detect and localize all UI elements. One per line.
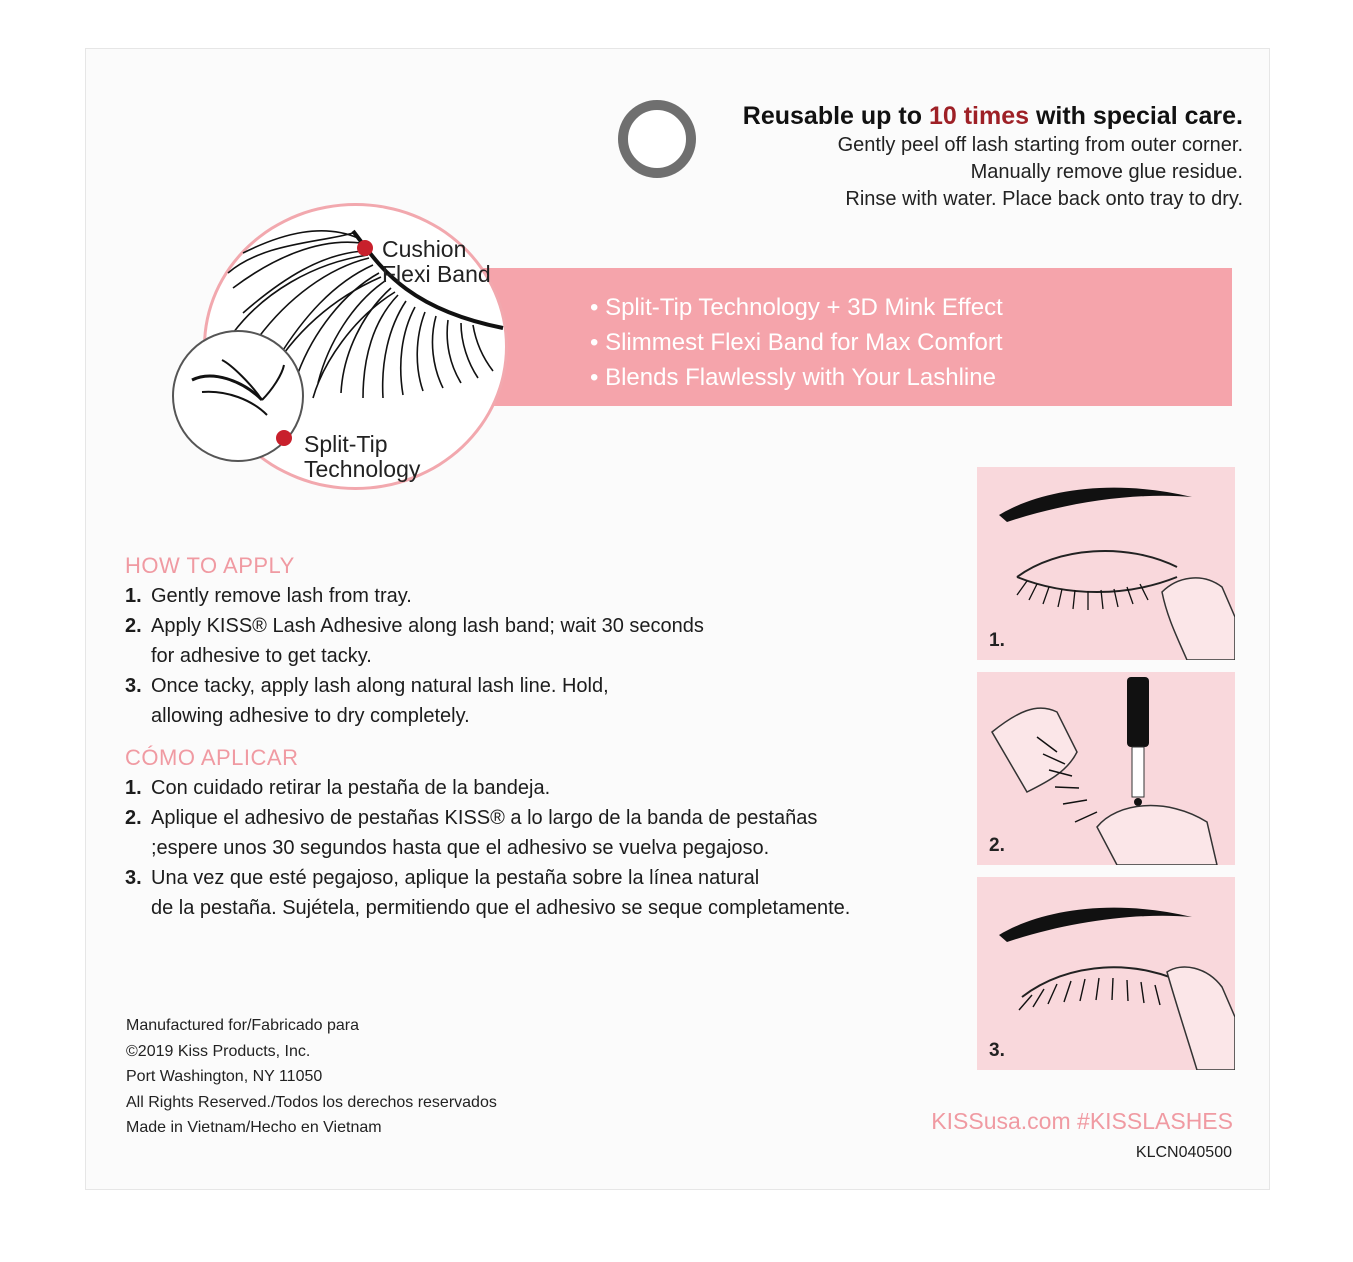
instruction-step xyxy=(125,671,965,731)
application-instructions xyxy=(125,551,965,923)
legal-info xyxy=(126,1013,497,1141)
split-tip-marker xyxy=(276,430,292,446)
care-title-suffix: with special care. xyxy=(1029,102,1243,130)
instruction-step xyxy=(125,581,965,611)
panel-step-label: 3. xyxy=(989,1040,1005,1061)
illustration-panel-3 xyxy=(977,877,1235,1070)
callout-line: Flexi Band xyxy=(382,261,491,287)
website-hashtag: KISSusa.com #KISSLASHES xyxy=(931,1108,1233,1134)
step-number: 1. xyxy=(125,777,142,799)
care-line: Gently peel off lash starting from outer corner. xyxy=(837,134,1243,156)
how-to-apply-heading: HOW TO APPLY xyxy=(125,553,295,578)
como-aplicar-heading: CÓMO APLICAR xyxy=(125,745,299,770)
illustration-panel-2 xyxy=(977,672,1235,865)
care-line: Manually remove glue residue. xyxy=(970,161,1243,183)
step-number: 2. xyxy=(125,807,142,829)
step-text: Con cuidado retirar la pestaña de la bandeja. xyxy=(151,777,551,799)
step-number: 3. xyxy=(125,675,142,697)
step-text: ;espere unos 30 segundos hasta que el adhesivo se vuelva pegajoso. xyxy=(151,837,770,859)
step-text: Aplique el adhesivo de pestañas KISS® a lo largo de la banda de pestañas xyxy=(151,807,818,829)
callout-line: Split-Tip xyxy=(304,431,388,457)
feature-item: • Split-Tip Technology + 3D Mink Effect xyxy=(590,294,1003,321)
legal-line: Port Washington, NY 11050 xyxy=(126,1068,323,1085)
sku-code: KLCN040500 xyxy=(1135,1144,1232,1161)
feature-item: • Blends Flawlessly with Your Lashline xyxy=(590,364,996,391)
feature-list xyxy=(590,290,1003,395)
care-instructions xyxy=(683,100,1243,213)
legal-line: All Rights Reserved./Todos los derechos reservados xyxy=(126,1093,497,1111)
step-text: allowing adhesive to dry completely. xyxy=(151,705,470,727)
callout-line: Technology xyxy=(304,456,421,482)
adhesive-application-icon xyxy=(977,672,1235,865)
callout-split-tip xyxy=(304,432,420,482)
feature-item: • Slimmest Flexi Band for Max Comfort xyxy=(590,329,1003,356)
illustration-panels xyxy=(977,467,1235,1082)
step-text: de la pestaña. Sujétela, permitiendo que el adhesivo se seque completamente. xyxy=(151,897,851,919)
instruction-step xyxy=(125,773,965,803)
illustration-panel-1 xyxy=(977,467,1235,660)
legal-line: ©2019 Kiss Products, Inc. xyxy=(126,1042,311,1060)
step-text: for adhesive to get tacky. xyxy=(151,645,372,667)
step-number: 1. xyxy=(125,585,142,607)
cushion-band-marker xyxy=(357,240,373,256)
instruction-step xyxy=(125,803,965,863)
care-line: Rinse with water. Place back onto tray to dry. xyxy=(845,188,1243,210)
care-title-prefix: Reusable up to xyxy=(742,102,929,130)
instruction-step xyxy=(125,611,965,671)
legal-line: Made in Vietnam/Hecho en Vietnam xyxy=(126,1119,382,1136)
callout-line: Cushion xyxy=(382,236,467,262)
step-number: 2. xyxy=(125,615,142,637)
care-title xyxy=(683,100,1243,132)
step-text: Gently remove lash from tray. xyxy=(151,585,412,607)
eyelash-tray-removal-icon xyxy=(977,467,1235,660)
step-number: 3. xyxy=(125,867,142,889)
panel-step-label: 2. xyxy=(989,835,1005,856)
step-text: Once tacky, apply lash along natural lash line. Hold, xyxy=(151,675,609,697)
panel-step-label: 1. xyxy=(989,630,1005,651)
step-text: Apply KISS® Lash Adhesive along lash band; wait 30 seconds xyxy=(151,615,704,637)
callout-cushion-band xyxy=(382,237,491,287)
lash-placement-icon xyxy=(977,877,1235,1070)
care-title-accent: 10 times xyxy=(928,102,1029,130)
legal-line: Manufactured for/Fabricado para xyxy=(126,1017,360,1034)
instruction-step xyxy=(125,863,965,923)
step-text: Una vez que esté pegajoso, aplique la pestaña sobre la línea natural xyxy=(151,867,760,889)
